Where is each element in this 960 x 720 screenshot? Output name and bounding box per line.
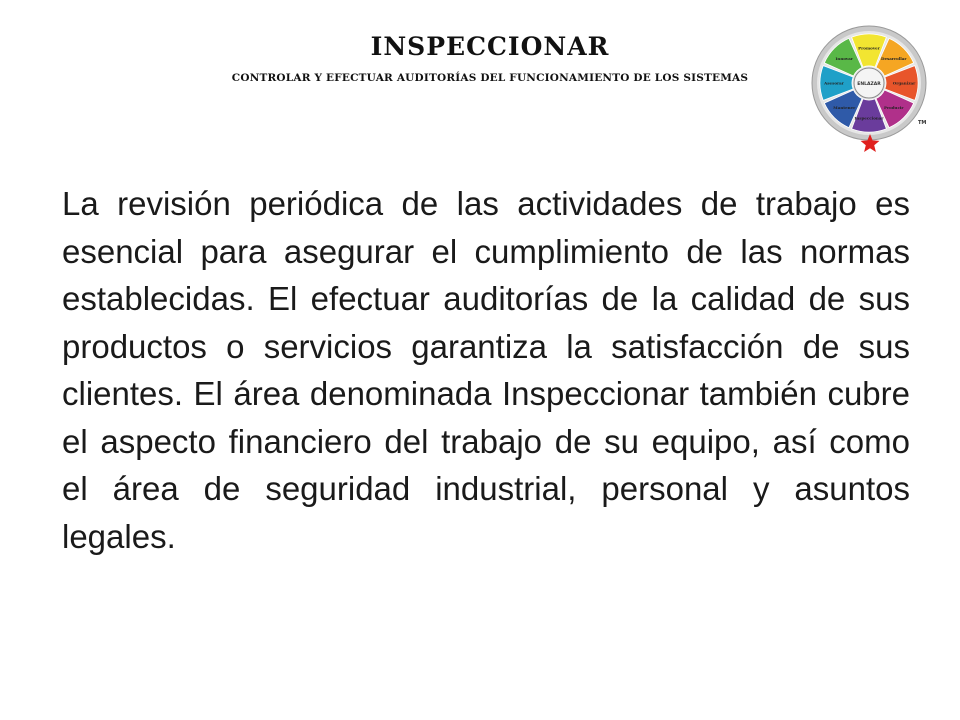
wheel-segment-label: Innovar xyxy=(835,55,853,61)
wheel-segment-label: Organizar xyxy=(892,80,916,86)
color-wheel-graphic xyxy=(810,24,928,142)
star-shape xyxy=(861,134,880,152)
slide-subtitle: CONTROLAR Y EFECTUAR AUDITORÍAS DEL FUNCIONAMIENTO DE LOS SISTEMAS xyxy=(231,72,749,84)
wheel-segment-label: Promover xyxy=(858,45,880,51)
trademark-label: TM xyxy=(918,120,927,126)
wheel-segment-label: Desarrollar xyxy=(881,55,907,61)
slide-title: INSPECCIONAR xyxy=(370,32,610,61)
wheel-segment-label: Asesorar xyxy=(824,80,844,86)
wheel-segment-label: Mantener xyxy=(833,105,856,111)
star-icon xyxy=(859,132,881,154)
wheel-segment-label: Inspeccionar xyxy=(854,115,884,121)
color-wheel-logo-icon xyxy=(810,24,928,142)
wheel-segment-label: Producir xyxy=(883,105,904,111)
wheel-center-label: ENLAZAR xyxy=(857,82,881,87)
body-paragraph: La revisión periódica de las actividades de trabajo es esencial para asegurar el cumplimiento de las normas establecidas. El efectuar auditorías de la calidad de sus productos o servicios garantiza la satisfacción de sus clientes. El área denominada Inspeccionar también cubre el aspecto financiero del trabajo de su equipo, así como el área de seguridad industrial, personal y asuntos legales. xyxy=(62,185,910,555)
